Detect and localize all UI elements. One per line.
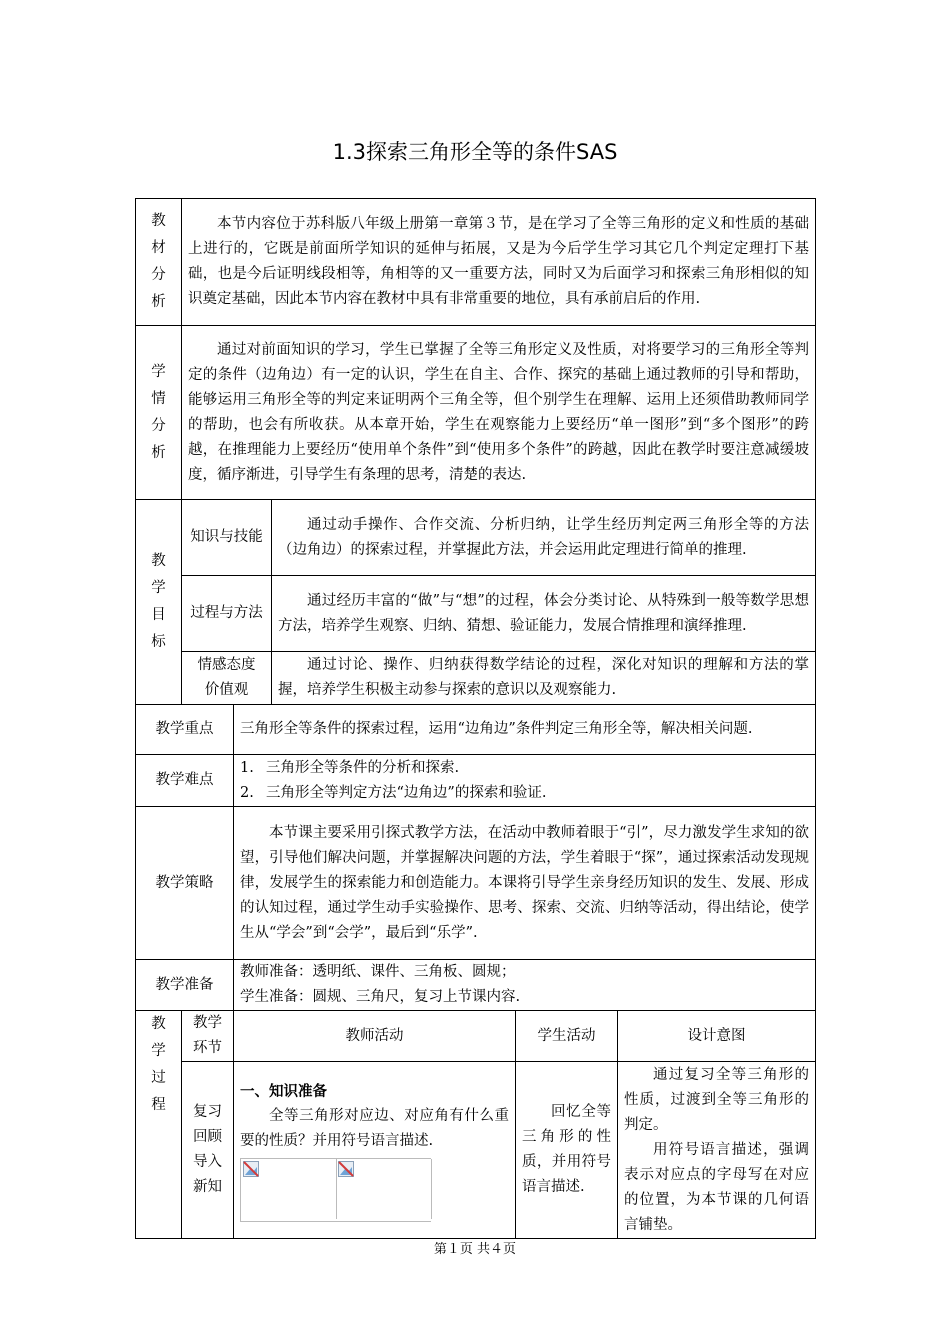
broken-image-icon bbox=[338, 1161, 354, 1177]
label-strategy: 教学策略 bbox=[136, 807, 234, 960]
row-process-header bbox=[136, 1011, 816, 1062]
label-difficulty: 教学难点 bbox=[136, 755, 234, 807]
row-goal-process bbox=[136, 576, 816, 652]
teacher-preparation: 教师准备：透明纸、课件、三角板、圆规； bbox=[240, 964, 516, 980]
goal-process-label: 过程与方法 bbox=[182, 576, 272, 652]
row-goal-emotion bbox=[136, 652, 816, 705]
goal-knowledge-text: 通过动手操作、合作交流、分析归纳，让学生经历判定两三角形全等的方法（边角边）的探索过程，并掌握此方法，并会运用此定理进行简单的推理. bbox=[278, 516, 810, 558]
label-preparation: 教学准备 bbox=[136, 960, 234, 1011]
header-design-intent: 设计意图 bbox=[618, 1011, 816, 1062]
header-student-activity: 学生活动 bbox=[516, 1011, 618, 1062]
design-intent-text-2: 用符号语言描述，强调表示对应点的字母写在对应的位置，为本节课的几何语言铺垫。 bbox=[624, 1141, 810, 1233]
row-preparation bbox=[136, 960, 816, 1011]
student-preparation: 学生准备：圆规、三角尺，复习上节课内容. bbox=[240, 989, 521, 1005]
lesson-plan-table bbox=[135, 198, 816, 1239]
label-textbook-analysis: 教 材 分 析 bbox=[136, 199, 182, 326]
design-intent-text-1: 通过复习全等三角形的性质，过渡到全等三角形的判定。 bbox=[624, 1066, 810, 1133]
student-analysis-text: 通过对前面知识的学习，学生已掌握了全等三角形定义及性质，对将要学习的三角形全等判定的条件（边角边）有一定的认识，学生在自主、合作、探究的基础上通过教师的引导和帮助，能够运用三角形全等的判定来证明两个三角全等，但个别学生在理解、运用上还须借助教师同学的帮助，也会有所收获。从本章开始，学生在观察能力上要经历“单一图形”到“多个图形”的跨越，在推理能力上要经历“使用单个条件”到“使用多个条件”的跨越，因此在教学时要注意减缓坡度，循序渐进，引导学生有条理的思考，清楚的表达. bbox=[188, 341, 810, 483]
textbook-analysis-text: 本节内容位于苏科版八年级上册第一章第３节，是在学习了全等三角形的定义和性质的基础上进行的，它既是前面所学知识的延伸与拓展，又是为今后学生学习其它几个判定定理打下基础，也是今后证明线段相等，角相等的又一重要方法，同时又为后面学习和探索三角形相似的知识奠定基础，因此本节内容在教材中具有非常重要的地位，具有承前启后的作用. bbox=[188, 216, 810, 307]
goal-process-text: 通过经历丰富的“做”与“想”的过程，体会分类讨论、从特殊到一般等数学思想方法，培养学生观察、归纳、猜想、验证能力，发展合情推理和演绎推理. bbox=[278, 592, 810, 634]
page-footer: 第１页 共４页 bbox=[433, 1242, 517, 1257]
row-strategy bbox=[136, 807, 816, 960]
goal-emotion-label: 情感态度 价值观 bbox=[182, 652, 272, 705]
difficulty-item: 2. 三角形全等判定方法“边角边”的探索和验证. bbox=[240, 784, 547, 801]
broken-image-icon bbox=[243, 1161, 259, 1177]
header-stage: 教学环节 bbox=[182, 1011, 234, 1062]
student-activity-text: 回忆全等三角形的性质，并用符号语言描述. bbox=[522, 1104, 611, 1195]
strategy-text: 本节课主要采用引探式教学方法，在活动中教师着眼于“引”，尽力激发学生求知的欲望，引导他们解决问题，并掌握解决问题的方法，学生着眼于“探”，通过探索活动发现规律，发展学生的探索能力和创造能力。本课将引导学生亲身经历知识的发生、发展、形成的认知过程，通过学生动手实验操作、思考、探索、交流、归纳等活动，得出结论，使学生从“学会”到“会学”，最后到“乐学”. bbox=[240, 824, 810, 941]
label-keypoint: 教学重点 bbox=[136, 705, 234, 755]
row-student-analysis bbox=[136, 326, 816, 500]
header-teacher-activity: 教师活动 bbox=[234, 1011, 516, 1062]
row-goal-knowledge bbox=[136, 500, 816, 576]
broken-image-left bbox=[241, 1159, 337, 1219]
label-student-analysis: 学 情 分 析 bbox=[136, 326, 182, 500]
page-title: 1.3探索三角形全等的条件SAS bbox=[332, 140, 618, 164]
keypoint-text: 三角形全等条件的探索过程，运用“边角边”条件判定三角形全等，解决相关问题. bbox=[240, 721, 753, 737]
goal-knowledge-label: 知识与技能 bbox=[182, 500, 272, 576]
label-teaching-goals: 教 学 目 标 bbox=[136, 500, 182, 705]
row-textbook-analysis bbox=[136, 199, 816, 326]
figure-placeholder bbox=[240, 1158, 431, 1222]
teacher-activity-text: 全等三角形对应边、对应角有什么重要的性质？并用符号语言描述. bbox=[240, 1107, 509, 1149]
row-process-review bbox=[136, 1062, 816, 1239]
goal-emotion-text: 通过讨论、操作、归纳获得数学结论的过程，深化对知识的理解和方法的掌握，培养学生积极主动参与探索的意识以及观察能力. bbox=[278, 657, 810, 698]
broken-image-right bbox=[336, 1159, 432, 1219]
label-process: 教 学 过 程 bbox=[136, 1011, 182, 1239]
stage-review: 复习回顾 导入新知 bbox=[182, 1062, 234, 1239]
teacher-activity-heading: 一、知识准备 bbox=[240, 1082, 327, 1100]
difficulty-item: 1. 三角形全等条件的分析和探索. bbox=[240, 759, 460, 776]
row-difficulty bbox=[136, 755, 816, 807]
row-keypoint bbox=[136, 705, 816, 755]
